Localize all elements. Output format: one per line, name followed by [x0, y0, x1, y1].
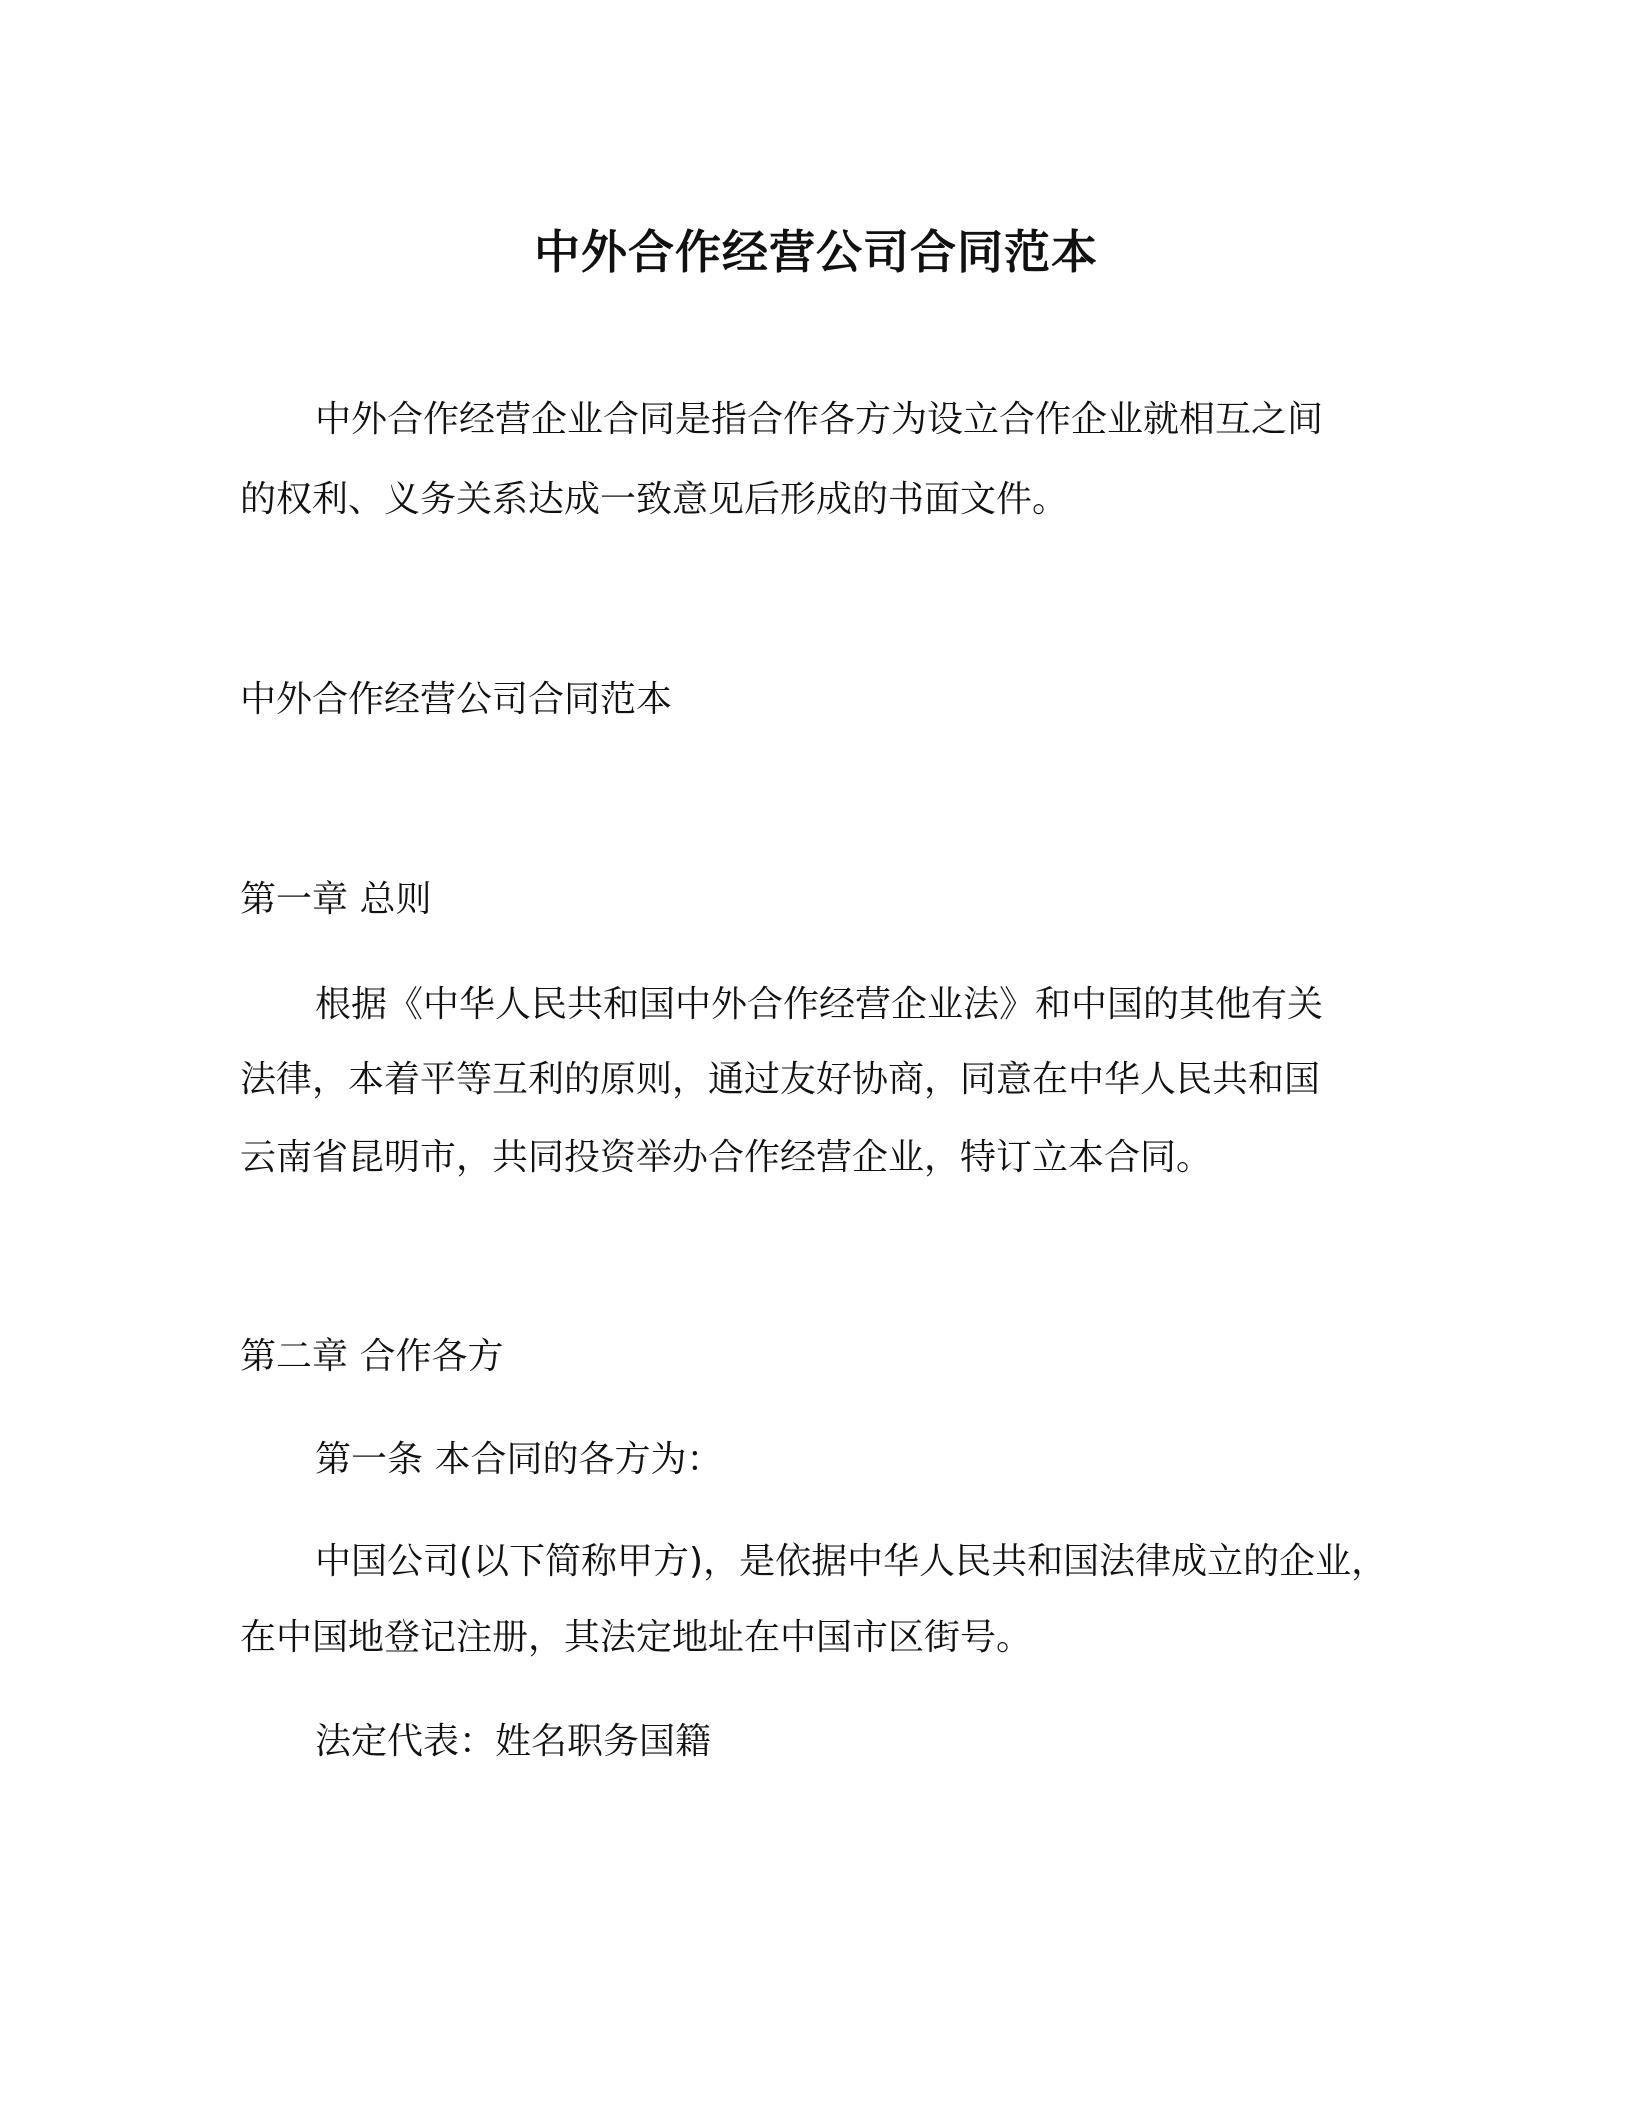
- chapter-2-heading: 第二章 合作各方: [240, 1336, 504, 1377]
- chapter-1-line-1: 根据《中华人民共和国中外合作经营企业法》和中国的其他有关: [315, 984, 1324, 1025]
- legal-representative: 法定代表：姓名职务国籍: [315, 1721, 712, 1762]
- article-1: 第一条 本合同的各方为：: [315, 1439, 723, 1480]
- intro-line-2: 的权利、义务关系达成一致意见后形成的书面文件。: [240, 479, 1069, 520]
- party-a-line-1: 中国公司(以下简称甲方)，是依据中华人民共和国法律成立的企业，: [315, 1541, 1388, 1582]
- intro-line-1: 中外合作经营企业合同是指合作各方为设立合作企业就相互之间: [315, 399, 1324, 440]
- chapter-1-line-2: 法律，本着平等互利的原则，通过友好协商，同意在中华人民共和国: [240, 1059, 1321, 1100]
- chapter-1-heading: 第一章 总则: [240, 879, 432, 920]
- chapter-1-line-3: 云南省昆明市，共同投资举办合作经营企业，特订立本合同。: [240, 1137, 1213, 1178]
- document-title: 中外合作经营公司合同范本: [534, 225, 1098, 279]
- subtitle: 中外合作经营公司合同范本: [240, 679, 673, 720]
- party-a-line-2: 在中国地登记注册，其法定地址在中国市区街号。: [240, 1617, 1033, 1658]
